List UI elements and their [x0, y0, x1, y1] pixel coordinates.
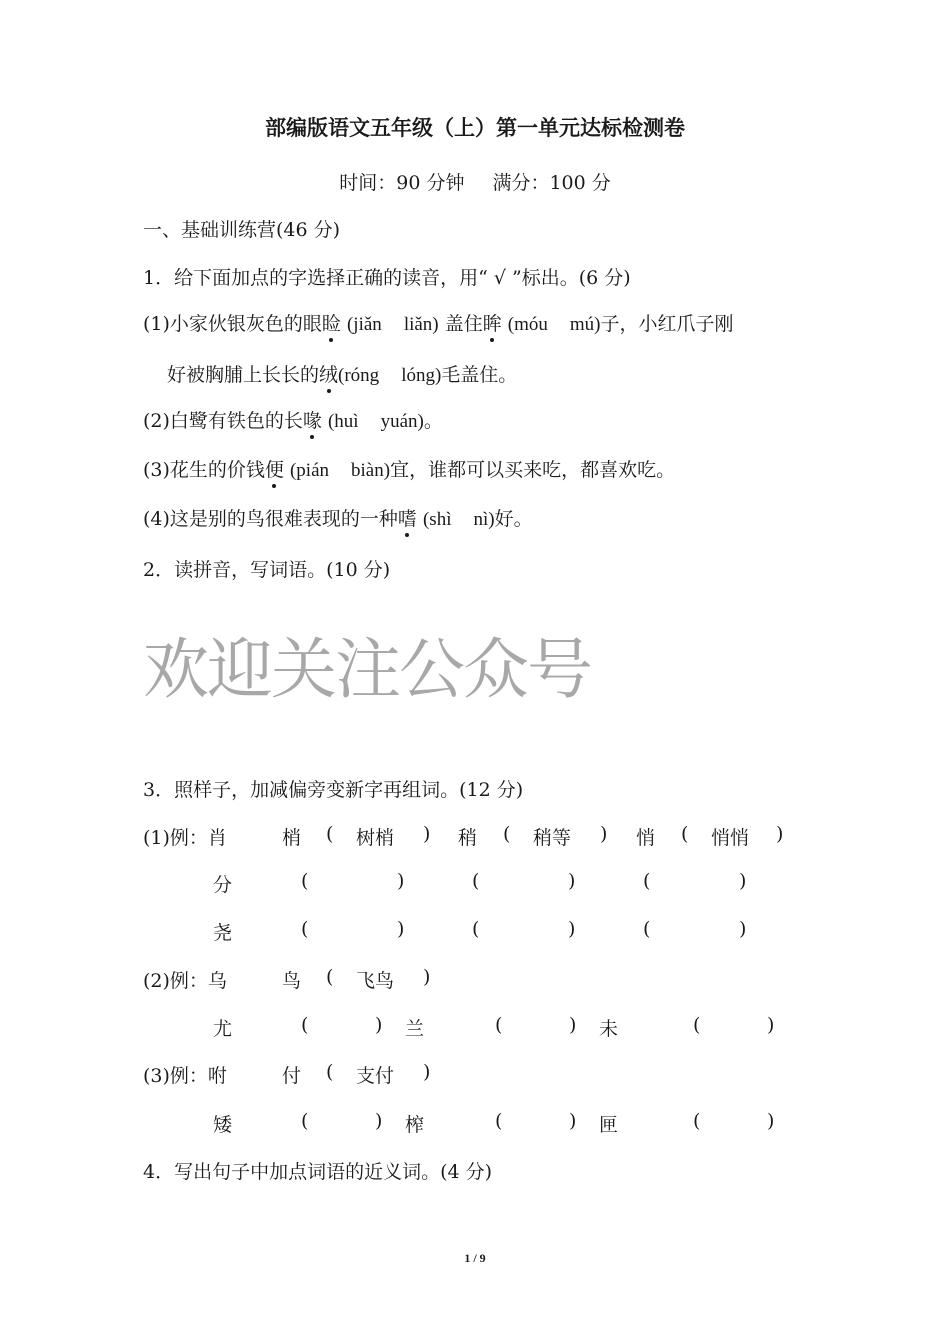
document-page: 部编版语文五年级（上）第一单元达标检测卷 时间：90 分钟 满分：100 分 一、基础训练营(46 分) 1．给下面加点的字选择正确的读音，用“ √ ”标出。(6 分) (1)小家伙银灰色的眼睑 (jiǎn liǎn) 盖住眸 (móu mú)子，小红爪子刚 好被胸脯上长长的绒(róng lóng)毛盖住。 (2)白鹭有铁色的长喙 (huì yuán)。 (3)花生的价钱便 (pián biàn)宜，谁都可以买来吃，都喜欢吃。 (4)这是别的鸟很难表现的一种嗜 (shì nì)好。 2．读拼音，写词语。(10 分) 欢迎关注公众号 3．照样子，加减偏旁变新字再组词。(12 分) (1)例：肖 梢 ( 树梢 ) 稍 ( 稍等 ) 悄 ( 悄悄 ) 分 ( ) ( ) ( ) 尧 ( ) ( ) ( ) (2)例：乌 鸟 ( 飞鸟 ) 尤 ( ) 兰 ( ) 未 ( ) (3)例：咐 付 ( 支付 ) 矮 ( ) 榨 ( ) 匣 ( ) 4．写出句子中加点词语的近义词。(4 分) 1 / 9: [0, 0, 950, 1344]
time-limit: 时间：90 分钟: [339, 172, 465, 194]
answer-blank[interactable]: (: [472, 918, 480, 940]
answer-blank[interactable]: (: [643, 870, 651, 892]
answer-blank[interactable]: (: [301, 870, 309, 892]
pinyin-option: lóng): [401, 365, 442, 386]
dotted-char: 睑: [322, 309, 341, 336]
pinyin-option: (shì: [422, 509, 452, 530]
dotted-char: 嗜: [398, 504, 417, 531]
pinyin-option: (móu: [507, 314, 548, 335]
answer-blank[interactable]: (: [301, 1110, 309, 1132]
answer-blank[interactable]: (: [693, 1014, 701, 1036]
answer-blank[interactable]: (: [301, 1014, 309, 1036]
pinyin-option: (pián: [289, 460, 330, 481]
pinyin-option: mú): [569, 314, 601, 335]
question-4-heading: 4．写出句子中加点词语的近义词。(4 分): [143, 1161, 493, 1183]
question-2-heading: 2．读拼音，写词语。(10 分): [143, 559, 391, 581]
answer-blank[interactable]: (: [693, 1110, 701, 1132]
question-1-item-1: (1)小家伙银灰色的眼睑 (jiǎn liǎn) 盖住眸 (móu mú)子，小红爪子刚: [143, 309, 734, 336]
pinyin-option: liǎn): [403, 314, 439, 335]
dotted-char: 喙: [303, 406, 322, 433]
answer-blank[interactable]: (: [301, 918, 309, 940]
answer-blank[interactable]: (: [643, 918, 651, 940]
question-1-item-4: (4)这是别的鸟很难表现的一种嗜 (shì nì)好。: [143, 504, 533, 531]
page-title: 部编版语文五年级（上）第一单元达标检测卷: [265, 116, 685, 140]
dotted-char: 眸: [483, 309, 502, 336]
watermark-text: 欢迎关注公众号: [143, 631, 591, 708]
pinyin-option: yuán): [380, 411, 424, 432]
question-1-heading: 1．给下面加点的字选择正确的读音，用“ √ ”标出。(6 分): [143, 267, 631, 289]
answer-blank[interactable]: (: [472, 870, 480, 892]
question-1-item-1-continued: 好被胸脯上长长的绒(róng lóng)毛盖住。: [167, 360, 517, 387]
question-1-item-3: (3)花生的价钱便 (pián biàn)宜，谁都可以买来吃，都喜欢吃。: [143, 455, 675, 482]
answer-blank[interactable]: (: [495, 1110, 503, 1132]
pinyin-option: (huì: [327, 411, 359, 432]
full-score: 满分：100 分: [492, 172, 611, 194]
section-heading: 一、基础训练营(46 分): [143, 219, 341, 241]
pinyin-option: biàn): [351, 460, 391, 481]
pinyin-option: nì): [473, 509, 495, 530]
question-3-heading: 3．照样子，加减偏旁变新字再组词。(12 分): [143, 779, 524, 801]
dotted-char: 便: [265, 455, 284, 482]
pinyin-option: (róng: [338, 365, 380, 386]
question-1-item-2: (2)白鹭有铁色的长喙 (huì yuán)。: [143, 406, 443, 433]
dotted-char: 绒: [319, 360, 338, 387]
exam-meta: [0, 168, 950, 195]
page-number: 1 / 9: [464, 1251, 486, 1265]
answer-blank[interactable]: (: [495, 1014, 503, 1036]
pinyin-option: (jiǎn: [346, 314, 382, 335]
